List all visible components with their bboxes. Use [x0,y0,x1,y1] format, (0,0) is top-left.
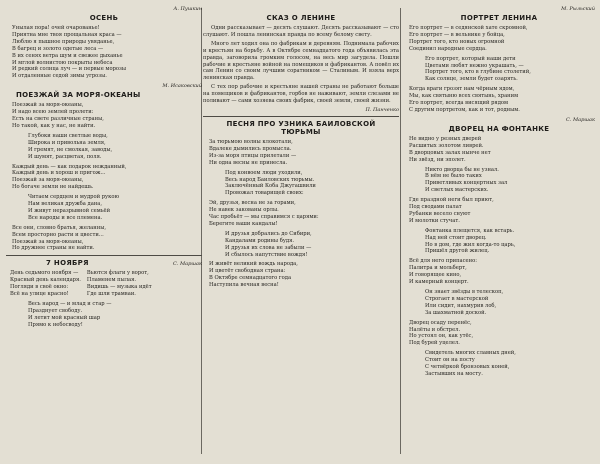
stanza: Не видно у резных дверей Расшитых золотом ливрей. В дворцовых залах нынче нет Ни звёзд, ни эполет. [409,135,491,163]
stanza: Унылая пора! очей очарованье! Приятна мне твоя прощальная краса — Люблю я пышное природы увяданье, В багрец и золото одетые леса — В их сенях ветра шум и свежее дыханье И мглой волнистою покрыты небеса И редкий солнца луч — и первые морозы И отдаленные седой зимы угрозы. [12,25,126,80]
stanza: И друзья добрались до Сибири, Кандалами родины будя. И друзья их слова не забыли — И сбылось напутствие вождя! [225,230,312,258]
stanza: Фонтанка плещется, как встарь. Над ней стоит дворец. Но в дом, где жил когда-то царь, Пришёл другой жилец. [425,227,516,255]
author: М. Исаковский [162,83,202,90]
stanza: Дворец осаду перенёс, Налёты и обстрел. Но устоял он, как утёс, Под бурей уцелел. [409,319,474,347]
paragraph: С тех пор рабочие и крестьяне нашей страны не работают больше на помещиков и фабрикантов, горбов не наживают, земли слезами не поливают — сами хозяева своих фабрик, своей земли, своей жизни. [203,84,399,105]
stanza: Поезжай за моря-океаны, И надо всею землей пролети: Есть на свете различные страны, Но такой, как у нас, не найти. [12,102,104,129]
poem-title: ОСЕНЬ [89,14,119,22]
divider [6,255,202,256]
author: С. Маршак [172,261,202,268]
stanza: Всё для него припасено: Палитра и мольберт, И говорящее кино, И камерный концерт. [409,258,477,286]
stanza: Свидетель многих славных дней, Стоит он на посту С четвёркой бронзовых коней, Застывших на мосту. [425,350,516,377]
stanza: Глубоки наши светлые воды, Широка и привольна земля, И гремят, не смолкая, заводы, И шумят, расцветая, поля. [28,132,113,160]
poem-title: ДВОРЕЦ НА ФОНТАНКЕ [448,124,550,133]
divider [203,116,399,117]
paragraph: Много лет ходил она по фабрикам и деревням. Поднимала рабочих и крестьян на борьбу. А в Октябре семнадцатого года объявилась эта правда, заговорила громким голосом, на весь мир загудела. Пошли рабочие и крестьяне войной на помещиков и фабрикантов. А повёл их сам Ленин со своим лучшим соратником — Сталиным. И взяла верх ленинская правда. [203,40,399,82]
stanza: И живёт великий вождь народа, И цветёт свободная страна: В Октябре семнадцатого года Наступила вечная весна! [209,261,298,289]
two-column-verse [10,270,202,301]
stanza: Под конвоем люди уходили, Весь народ Баиловских тюрьмы. Заключённый Коба Джугашвили Провожал товарищей своих: [225,169,316,197]
stanza: Весь народ — и млад и стар — Празднует свободу. И летит мой красный шар Прямо к небосводу! [28,301,112,328]
stanza: День седьмого ноября — Красный день календаря. Погляди в своё окно: Всё на улице красно! [10,270,81,298]
stanza: Вьются флаги у ворот, Пламенем пылая. Видишь — музыка идёт Где шли трамваи. [86,270,152,298]
stanza: Он знает звёзды в телескоп, Строгает в мастерской Или сидит, нахмурив лоб, За шахматной доской. [425,289,504,316]
stanza: Где праздной неги был приют, Под сводами палат Рубанки весело снуют И молотки стучат. [409,197,494,224]
stanza: Все они, словно братья, желанны, Всем просторно расти и цвести... Поезжай за моря-океаны, Но дружнее страны не найти. [12,224,106,252]
poem-title: ПОРТРЕТ ЛЕНИНА [460,14,538,22]
stanza: Эй, друзья, весна не за горами, Не навек закованы орлы. Час пробьёт — мы справимся с царями: Берегите ваши кандалы! [209,200,319,227]
column-left [6,4,202,332]
author: С. Маршак [565,116,595,123]
column-middle [203,4,399,292]
title-row [6,259,202,267]
paragraph: Одни рассказывает — десять слушают. Десять рассказывают — сто слушают. И пошла ленинская правда по всему белому свету. [203,25,399,38]
stanza: Читаем сердцем и мудрой рукою Нам великая дружба дана, И живут неразрывной семьёй Все народы и все племена. [28,194,119,221]
poem-title: ПЕСНЯ ПРО УЗНИКА БАИЛОВСКОЙ ТЮРЬМЫ [226,119,376,136]
stanza: Когда враги грозят нам чёрным ядом, Мы, как святыню всех святынь, храним Его портрет, всегда висящий рядом С другим портретом, как и тот, родным. [409,86,520,113]
author: П. Панченко [365,106,399,113]
poem-title: ПОЕЗЖАЙ ЗА МОРЯ-ОКЕАНЫ [16,91,141,100]
column-right [403,4,595,381]
stanza: Каждый день — как подарок нежданный, Каждый день и хорош и пригож... Поезжай за моря-океаны, Но богаче земли не найдешь. [12,163,127,191]
stanza: Никто дворца бы не узнал. В нём не было таких Приветливых концертных зал И светлых мастерских. [425,166,508,194]
column-divider [400,8,401,454]
author: А. Пушкин [173,6,202,12]
story-title: СКАЗ О ЛЕНИНЕ [266,14,336,22]
poem-title: 7 НОЯБРЯ [46,259,89,268]
stanza: Его портрет, который наши дети Цветами любят нежно украшать, — Портрет того, кто в глубине столетий, Как солнце, земли будет озарять. [425,55,531,83]
stanza: За тюрьмою волны клокотали, Вдалеке дымились промысла. Из-за моря птицы прилетали — Ни одна весны не принесла. [209,138,297,166]
author: М. Рыльский [561,6,595,12]
stanza: Его портрет — в седянской хате скромной, Его портрет — в вельнике у бойца, Портрет того, кто новых огромной Соединил народные сердца. [409,25,528,52]
